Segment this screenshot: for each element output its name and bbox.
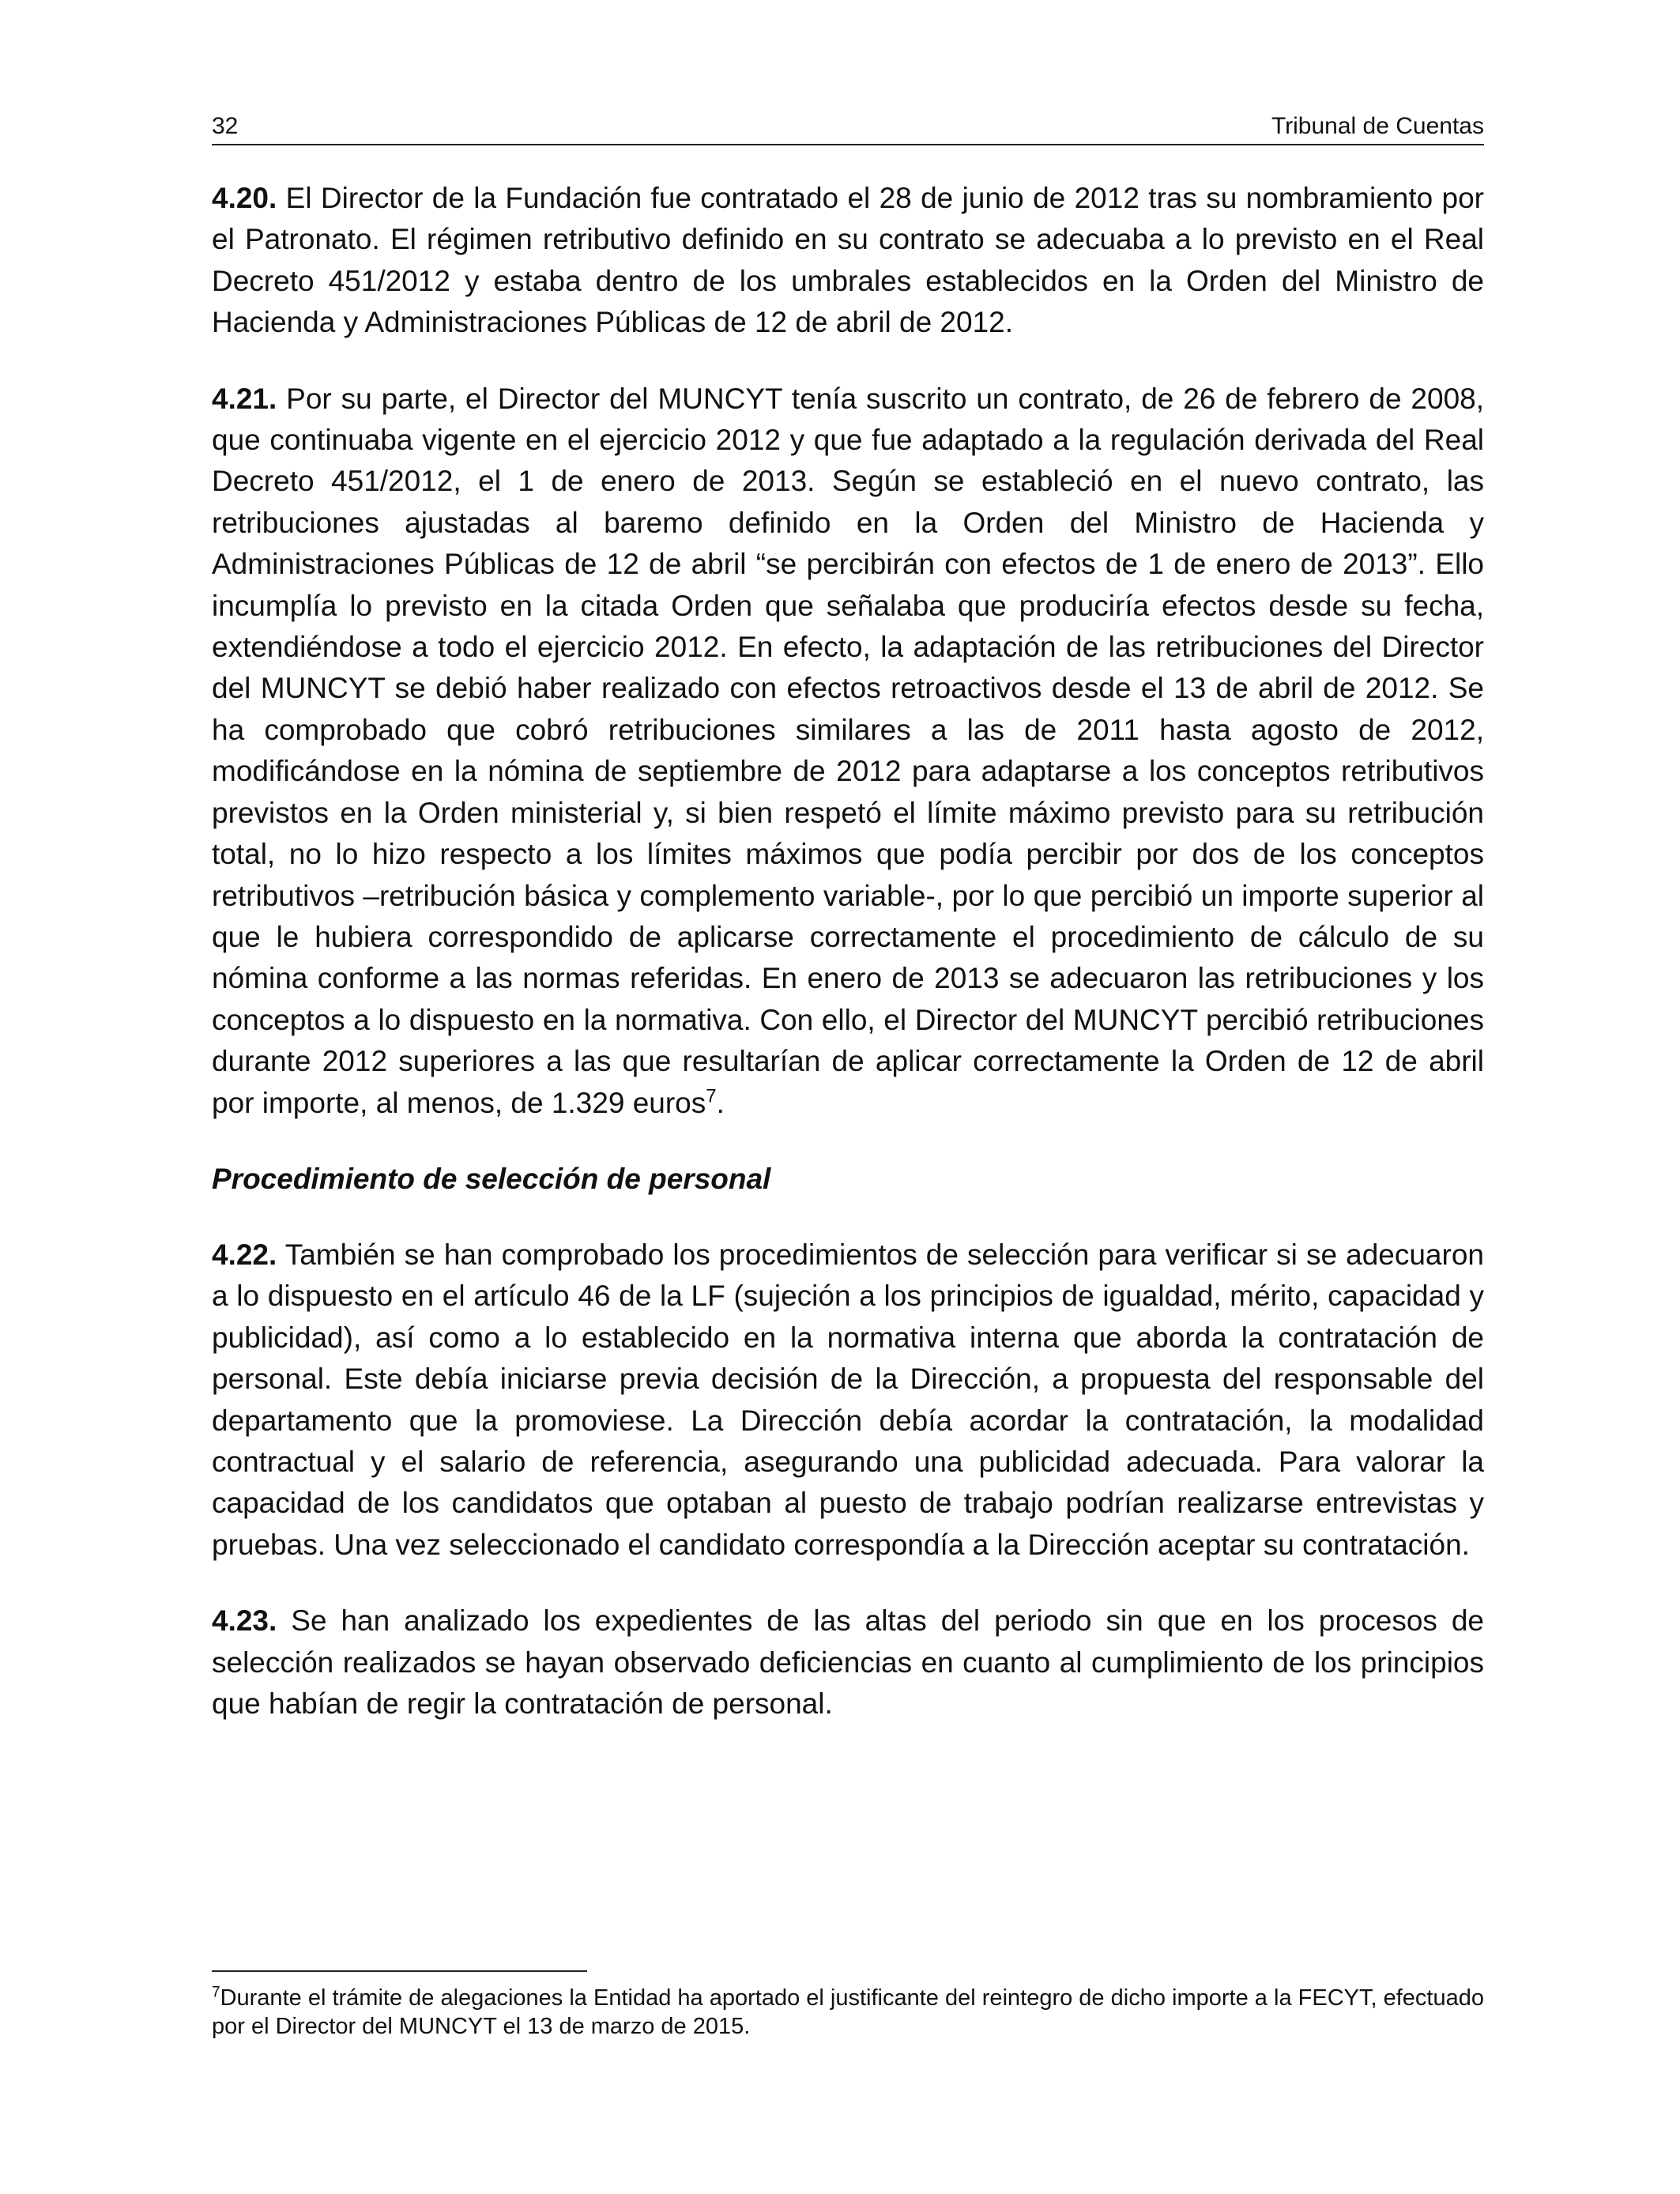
paragraph-text: El Director de la Fundación fue contratado el 28 de junio de 2012 tras su nombramiento por el Patronato. El régimen retributivo definido en su contrato se adecuaba a lo previsto en el Real Decreto 451/2012 y estaba dentro de los umbrales establecidos en la Orden del Ministro de Hacienda y Administraciones Públicas de 12 de abril de 2012. xyxy=(212,182,1484,339)
paragraph-text: Se han analizado los expedientes de las altas del periodo sin que en los procesos de selección realizados se hayan observado deficiencias en cuanto al cumplimiento de los principios que habían de regir la contratación de personal. xyxy=(212,1604,1485,1720)
footnote-text: Durante el trámite de alegaciones la Entidad ha aportado el justificante del reintegro de dicho importe a la FECYT, efectuado por el Director del MUNCYT el 13 de marzo de 2015. xyxy=(212,1985,1484,2039)
footnote-divider xyxy=(212,1970,587,1972)
running-title: Tribunal de Cuentas xyxy=(1271,113,1484,139)
paragraph-number: 4.20. xyxy=(212,182,277,214)
paragraph-text-end: . xyxy=(716,1086,725,1119)
footnote-marker: 7 xyxy=(212,1984,220,2001)
paragraph-4-23 xyxy=(212,1600,1484,1725)
section-heading: Procedimiento de selección de personal xyxy=(212,1162,771,1195)
footnote-reference[interactable]: 7 xyxy=(706,1085,717,1107)
document-page xyxy=(212,0,1484,2194)
paragraph-text: Por su parte, el Director del MUNCYT tenía suscrito un contrato, de 26 de febrero de 2008, que continuaba vigente en el ejercicio 2012 y que fue adaptado a la regulación derivada del Real Decreto 451/2012, el 1 de enero de 2013. Según se estableció en el nuevo contrato, las retribuciones ajustadas al baremo definido en la Orden del Ministro de Hacienda y Administraciones Públicas de 12 de abril “se percibirán con efectos de 1 de enero de 2013”. Ello incumplía lo previsto en la citada Orden que señalaba que produciría efectos desde su fecha, extendiéndose a todo el ejercicio 2012. En efecto, la adaptación de las retribuciones del Director del MUNCYT se debió haber realizado con efectos retroactivos desde el 13 de abril de 2012. Se ha comprobado que cobró retribuciones similares a las de 2011 hasta agosto de 2012, modificándose en la nómina de septiembre de 2012 para adaptarse a los conceptos retributivos previstos en la Orden ministerial y, si bien respetó el límite máximo previsto para su retribución total, no lo hizo respecto a los límites máximos que podía percibir por dos de los conceptos retributivos –retribución básica y complemento variable-, por lo que percibió un importe superior al que le hubiera correspondido de aplicarse correctamente el procedimiento de cálculo de su nómina conforme a las normas referidas. En enero de 2013 se adecuaron las retribuciones y los conceptos a lo dispuesto en la normativa. Con ello, el Director del MUNCYT percibió retribuciones durante 2012 superiores a las que resultarían de aplicar correctamente la Orden de 12 de abril por importe, al menos, de 1.329 euros xyxy=(212,382,1484,1119)
paragraph-number: 4.23. xyxy=(212,1604,277,1638)
paragraph-4-22 xyxy=(212,1235,1484,1566)
paragraph-4-21 xyxy=(212,379,1484,1124)
page-header xyxy=(212,109,1484,145)
paragraph-number: 4.21. xyxy=(212,382,277,415)
document-body xyxy=(212,178,1484,1759)
paragraph-number: 4.22. xyxy=(212,1238,277,1271)
footnote xyxy=(212,1984,1484,2041)
paragraph-4-20 xyxy=(212,178,1484,344)
paragraph-text: También se han comprobado los procedimientos de selección para verificar si se adecuaron a lo dispuesto en el artículo 46 de la LF (sujeción a los principios de igualdad, mérito, capacidad y publicidad), así como a lo establecido en la normativa interna que aborda la contratación de personal. Este debía iniciarse previa decisión de la Dirección, a propuesta del responsable del departamento que la promoviese. La Dirección debía acordar la contratación, la modalidad contractual y el salario de referencia, asegurando una publicidad adecuada. Para valorar la capacidad de los candidatos que optaban al puesto de trabajo podrían realizarse entrevistas y pruebas. Una vez seleccionado el candidato correspondía a la Dirección aceptar su contratación. xyxy=(212,1238,1484,1561)
page-number: 32 xyxy=(212,113,239,139)
